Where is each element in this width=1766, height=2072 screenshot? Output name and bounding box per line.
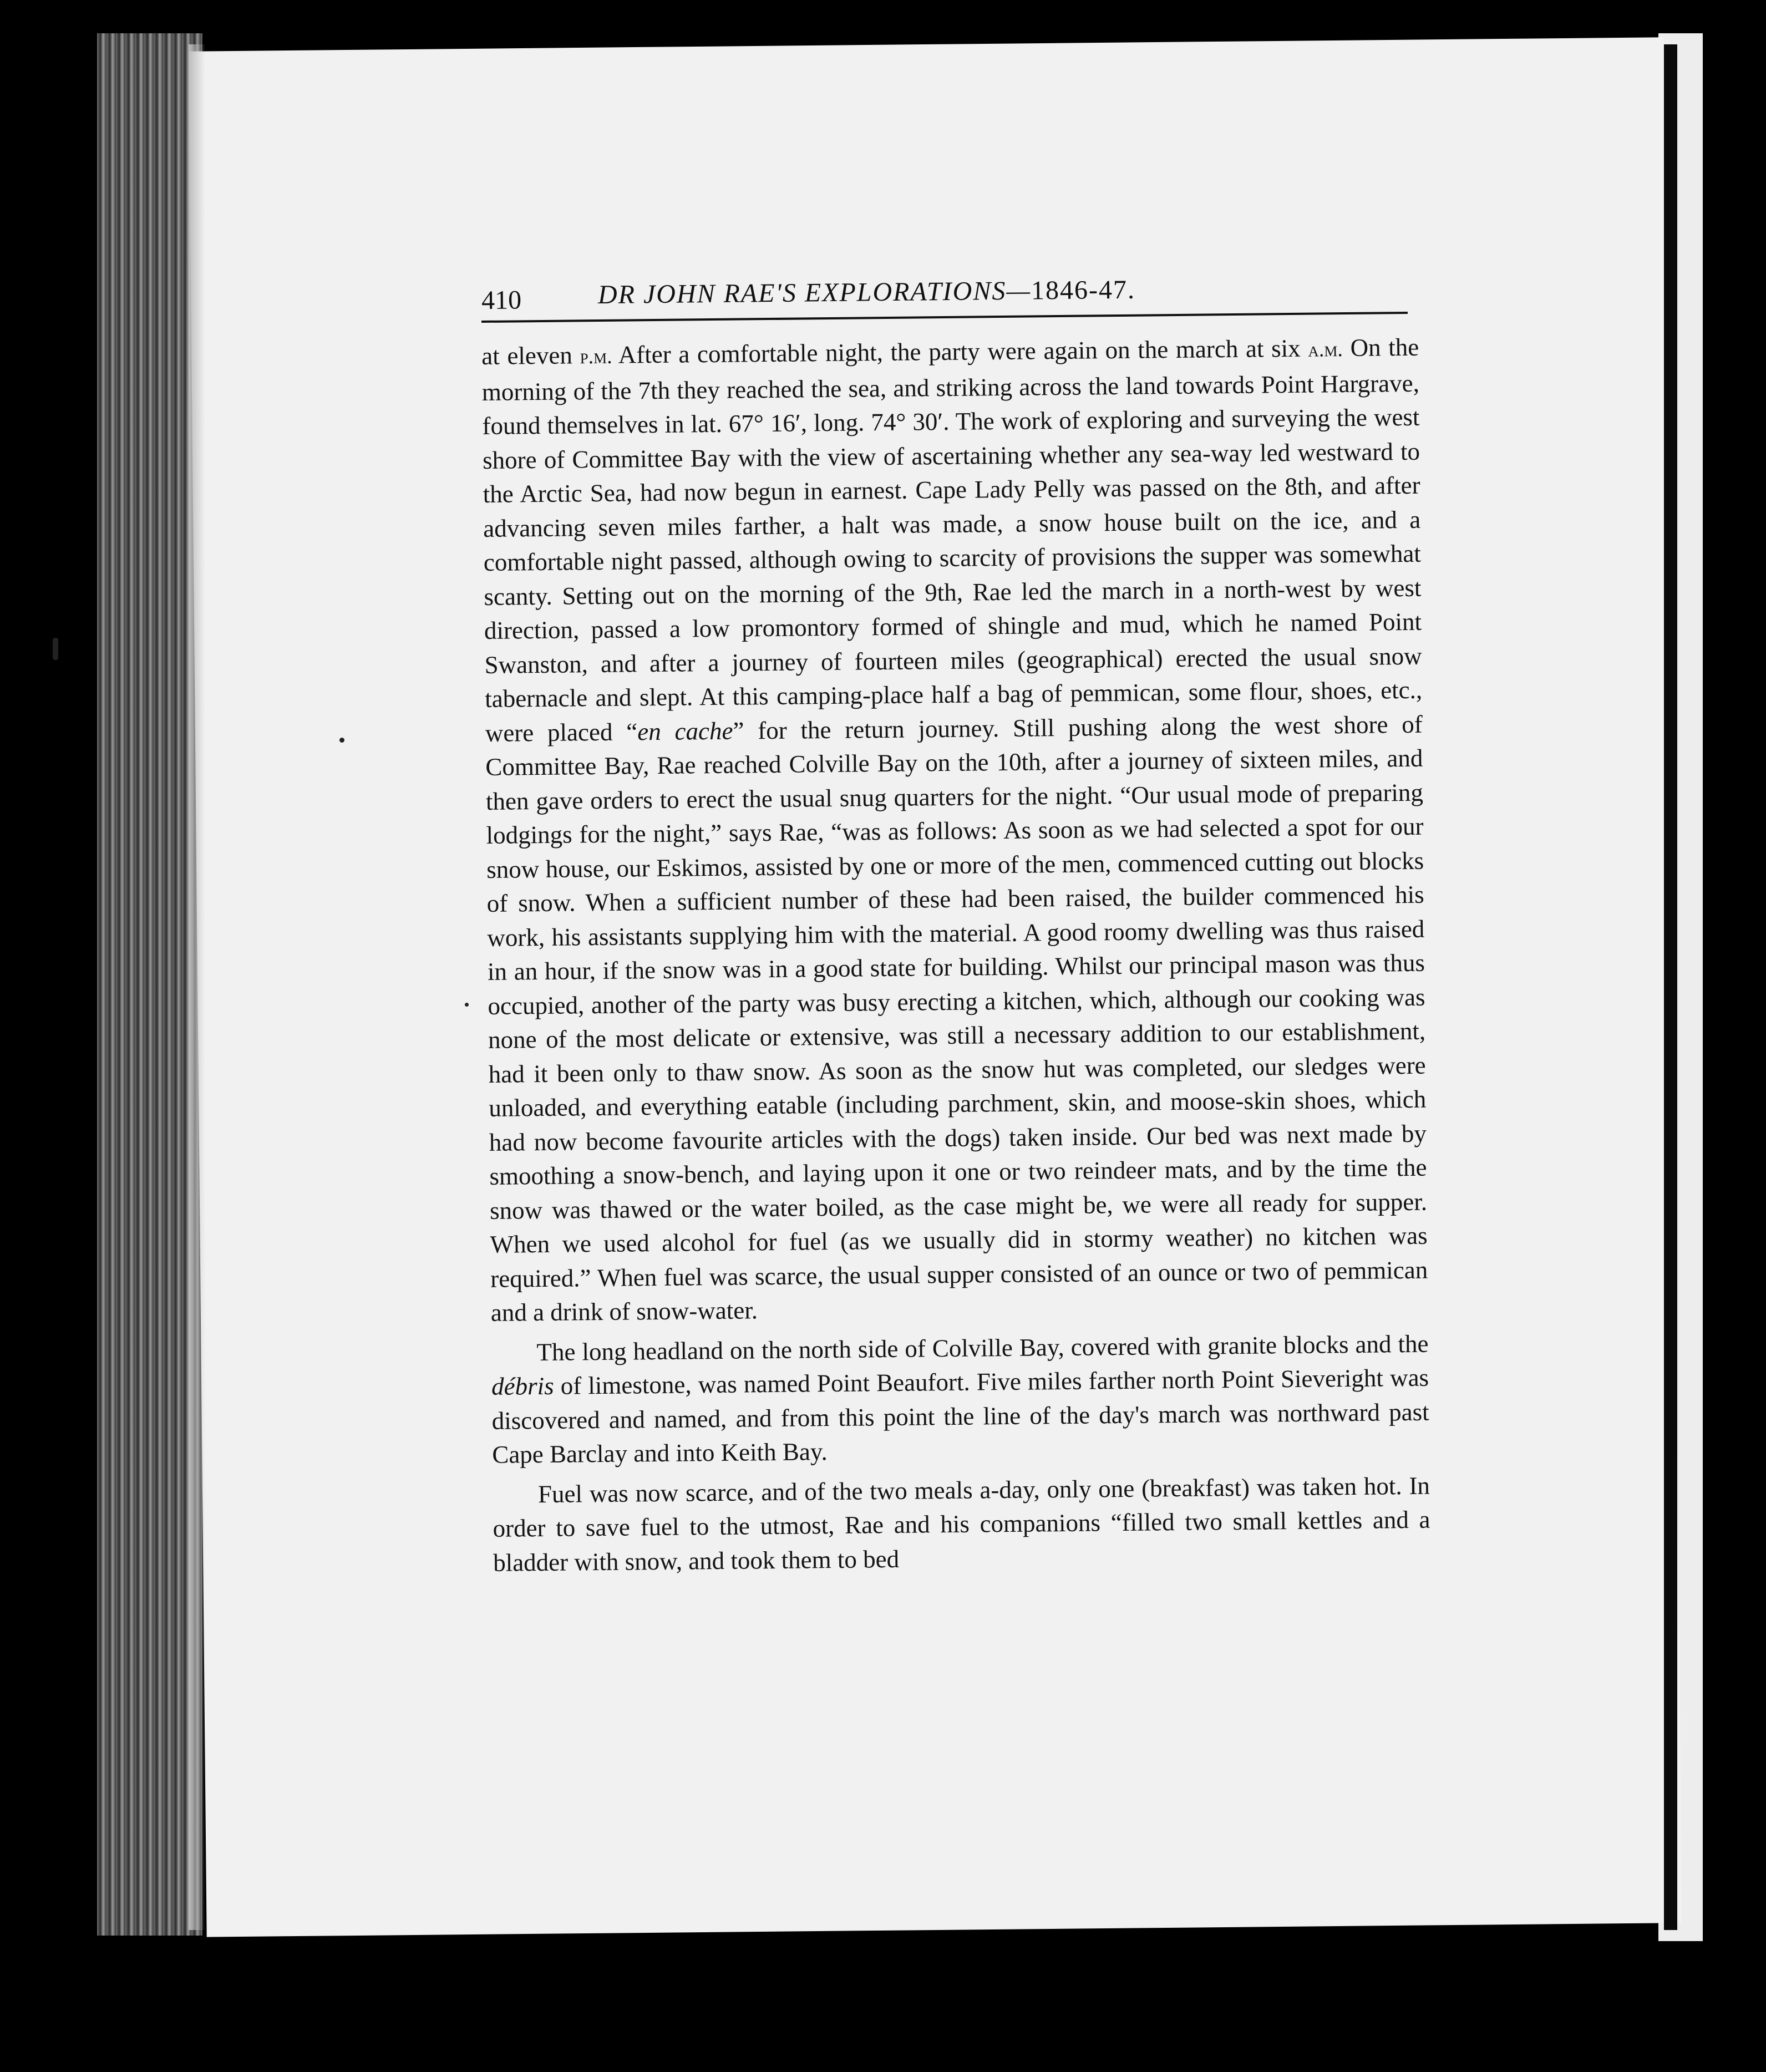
page-number: 410 bbox=[481, 285, 522, 316]
margin-speck bbox=[339, 738, 344, 743]
body-paragraph bbox=[493, 1469, 1431, 1580]
running-title-text: DR JOHN RAE'S EXPLORATIONS— bbox=[597, 276, 1032, 310]
text-run: Fuel was now scarce, and of the two meals a-day, only one (breakfast) was taken hot. In order to save fuel to the utmost, Rae and his companions “filled two small kettles and a bladder with snow, and took them to bed bbox=[493, 1471, 1430, 1577]
text-run: of limestone, was named Point Beaufort. Five miles farther north Point Sieveright was discovered and named, and from this point the line of the day's march was northward past Cape Barclay and into Keith Bay. bbox=[491, 1363, 1429, 1469]
text-run: After a comfortable night, the party were again on the march at six bbox=[612, 334, 1308, 369]
running-title-years: 1846-47. bbox=[1031, 275, 1136, 306]
margin-speck bbox=[465, 1003, 469, 1007]
italic-text: débris bbox=[491, 1372, 554, 1400]
book-gutter bbox=[1664, 44, 1677, 1930]
text-run: The long headland on the north side of Colville Bay, covered with granite blocks and the bbox=[536, 1329, 1429, 1366]
italic-text: en cache bbox=[637, 717, 733, 745]
smallcaps-text: p.m. bbox=[580, 344, 612, 369]
book-page-edges bbox=[97, 33, 202, 1936]
text-run: On the morning of the 7th they reached the sea, and striking across the land towards Point Hargrave, found themselves in lat. 67° 16′, long. 74° 30′. The work of exploring and surveying the west shore of Committee Bay with the view of ascertaining whether any sea-way led westward to the Arctic Sea, had now begun in earnest. Cape Lady Pelly was passed on the 8th, and after advancing seven miles farther, a halt was made, a snow house built on the ice, and a comfortable night passed, although owing to scarcity of provisions the supper was somewhat scanty. Setting out on the morning of the 9th, Rae led the march in a north-west by west direction, passed a low promontory formed of shingle and mud, which he named Point Swanston, and after a journey of fourteen miles (geographical) erected the usual snow tabernacle and slept. At this camping-place half a bag of pemmican, some flour, shoes, etc., were placed “ bbox=[481, 333, 1423, 747]
text-run: at eleven bbox=[481, 341, 580, 370]
text-run: ” for the return journey. Still pushing along the west shore of Committee Bay, Rae reached Colville Bay on the 10th, after a journey of sixteen miles, and then gave orders to erect the usual snug quarters for the night. “Our usual mode of preparing lodgings for the night,” says Rae, “was as follows: As soon as we had selected a spot for our snow house, our Eskimos, assisted by one or more of the men, commenced cutting out blocks of snow. When a sufficient number of these had been raised, the builder commenced his work, his assistants supplying him with the material. A good roomy dwelling was thus raised in an hour, if the snow was in a good state for building. Whilst our principal mason was thus occupied, another of the party was busy erecting a kitchen, which, although our cooking was none of the most delicate or extensive, was still a necessary addition to our establishment, had it been only to thaw snow. As soon as the snow hut was completed, our sledges were unloaded, and everything eatable (including parchment, skin, and moose-skin shoes, which had now become favourite articles with the dogs) taken inside. Our bed was next made by smoothing a snow-bench, and laying upon it one or two reindeer mats, and by the time the snow was thawed or the water boiled, as the case might be, we were all ready for supper. When we used alcohol for fuel (as we usually did in stormy weather) no kitchen was required.” When fuel was scarce, the usual supper consisted of an ounce or two of pemmican and a drink of snow-water. bbox=[485, 710, 1428, 1327]
body-paragraph bbox=[481, 331, 1428, 1330]
page-binding-shadow bbox=[189, 44, 205, 1930]
body-paragraph bbox=[491, 1327, 1429, 1472]
smallcaps-text: a.m. bbox=[1308, 338, 1343, 362]
margin-speck bbox=[53, 638, 58, 660]
body-text bbox=[481, 331, 1430, 1580]
running-title bbox=[598, 275, 1136, 310]
